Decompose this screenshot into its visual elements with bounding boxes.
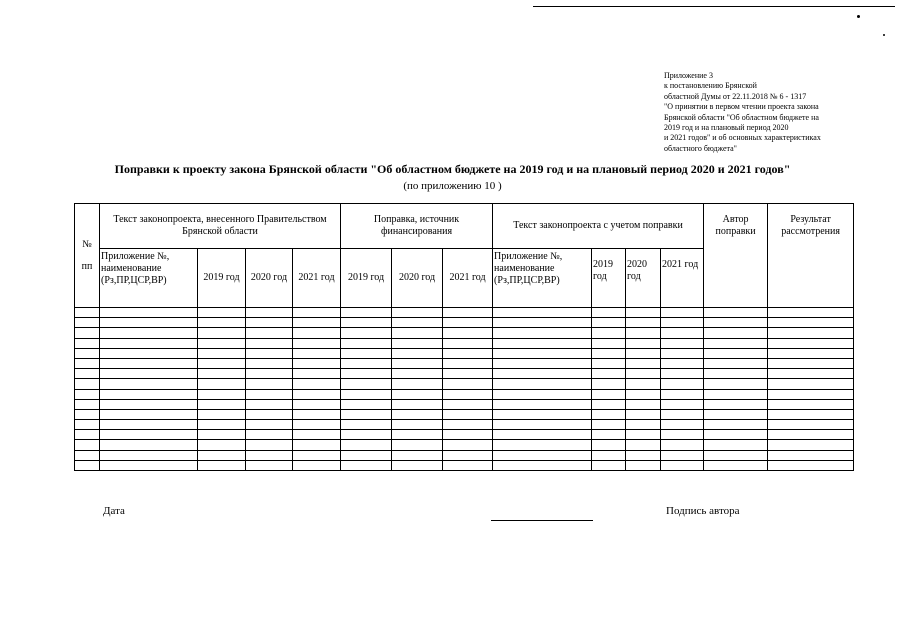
table-row — [75, 440, 854, 450]
table-cell — [493, 420, 592, 430]
table-cell — [392, 430, 443, 440]
table-cell — [704, 348, 768, 358]
table-cell — [493, 460, 592, 470]
table-cell — [704, 430, 768, 440]
table-cell — [626, 308, 661, 318]
table-cell — [768, 430, 854, 440]
table-cell — [198, 389, 246, 399]
table-cell — [246, 338, 293, 348]
table-cell — [75, 450, 100, 460]
subheader-2021: 2021 год — [661, 249, 704, 308]
table-cell — [768, 308, 854, 318]
table-row — [75, 389, 854, 399]
table-cell — [341, 338, 392, 348]
table-cell — [246, 369, 293, 379]
table-cell — [293, 348, 341, 358]
subheader-2019: 2019 год — [341, 249, 392, 308]
table-cell — [626, 348, 661, 358]
table-cell — [443, 430, 493, 440]
table-cell — [293, 338, 341, 348]
table-cell — [341, 440, 392, 450]
table-cell — [493, 440, 592, 450]
table-cell — [392, 460, 443, 470]
table-cell — [293, 430, 341, 440]
table-cell — [198, 420, 246, 430]
table-cell — [443, 420, 493, 430]
table-cell — [493, 338, 592, 348]
table-cell — [341, 308, 392, 318]
table-cell — [626, 369, 661, 379]
table-cell — [493, 348, 592, 358]
table-cell — [75, 460, 100, 470]
header-text-with-amendment: Текст законопроекта с учетом поправки — [493, 204, 704, 249]
table-cell — [661, 420, 704, 430]
table-cell — [661, 399, 704, 409]
subheader-2019: 2019 год — [592, 249, 626, 308]
table-cell — [341, 369, 392, 379]
appendix-line: "О принятии в первом чтении проекта закона — [664, 102, 819, 112]
table-cell — [341, 420, 392, 430]
table-cell — [293, 369, 341, 379]
table-row — [75, 338, 854, 348]
table-cell — [443, 338, 493, 348]
table-cell — [704, 420, 768, 430]
table-cell — [75, 338, 100, 348]
table-cell — [392, 440, 443, 450]
table-cell — [100, 399, 198, 409]
table-cell — [100, 450, 198, 460]
table-cell — [768, 348, 854, 358]
subheader-2020: 2020 год — [246, 249, 293, 308]
table-cell — [768, 460, 854, 470]
table-cell — [75, 348, 100, 358]
table-cell — [341, 409, 392, 419]
table-cell — [626, 409, 661, 419]
table-cell — [392, 328, 443, 338]
table-cell — [661, 338, 704, 348]
table-cell — [493, 389, 592, 399]
table-cell — [704, 460, 768, 470]
table-cell — [443, 450, 493, 460]
table-row — [75, 328, 854, 338]
table-cell — [246, 348, 293, 358]
table-cell — [704, 318, 768, 328]
table-cell — [198, 318, 246, 328]
table-cell — [592, 430, 626, 440]
appendix-line: Брянской области "Об областном бюджете на — [664, 112, 819, 122]
appendix-line: 2019 год и на плановый период 2020 — [664, 123, 789, 133]
table-cell — [100, 430, 198, 440]
table-cell — [592, 328, 626, 338]
table-cell — [293, 328, 341, 338]
table-cell — [246, 328, 293, 338]
table-cell — [246, 318, 293, 328]
table-cell — [592, 460, 626, 470]
table-cell — [198, 379, 246, 389]
table-cell — [198, 348, 246, 358]
appendix-note — [664, 71, 894, 154]
table-cell — [293, 379, 341, 389]
header-number-top: № — [82, 238, 92, 250]
table-row — [75, 348, 854, 358]
table-cell — [392, 420, 443, 430]
table-cell — [443, 358, 493, 368]
table-cell — [392, 318, 443, 328]
table-cell — [768, 358, 854, 368]
table-cell — [341, 389, 392, 399]
amendments-table — [74, 203, 854, 471]
table-cell — [493, 358, 592, 368]
table-cell — [198, 409, 246, 419]
table-cell — [198, 308, 246, 318]
table-cell — [392, 450, 443, 460]
table-cell — [661, 348, 704, 358]
table-cell — [493, 409, 592, 419]
table-cell — [592, 450, 626, 460]
table-cell — [768, 328, 854, 338]
table-cell — [246, 450, 293, 460]
table-cell — [198, 440, 246, 450]
table-cell — [592, 338, 626, 348]
table-cell — [198, 460, 246, 470]
table-cell — [198, 338, 246, 348]
subheader-2020: 2020 год — [626, 249, 661, 308]
table-cell — [626, 389, 661, 399]
table-cell — [392, 399, 443, 409]
table-cell — [768, 338, 854, 348]
table-cell — [198, 399, 246, 409]
table-cell — [293, 450, 341, 460]
table-cell — [341, 430, 392, 440]
table-cell — [661, 389, 704, 399]
table-cell — [768, 318, 854, 328]
appendix-line: областного бюджета" — [664, 143, 737, 153]
table-cell — [704, 338, 768, 348]
table-cell — [75, 358, 100, 368]
table-cell — [246, 440, 293, 450]
table-cell — [100, 318, 198, 328]
table-cell — [704, 389, 768, 399]
table-cell — [100, 358, 198, 368]
table-cell — [592, 348, 626, 358]
table-cell — [75, 440, 100, 450]
appendix-line: Приложение 3 — [664, 71, 713, 80]
table-cell — [246, 420, 293, 430]
table-cell — [246, 358, 293, 368]
table-cell — [626, 379, 661, 389]
table-cell — [100, 389, 198, 399]
table-cell — [75, 379, 100, 389]
table-cell — [768, 399, 854, 409]
table-cell — [341, 460, 392, 470]
table-row — [75, 308, 854, 318]
table-body — [75, 308, 854, 471]
header-number-bottom: пп — [81, 260, 93, 272]
table-cell — [443, 440, 493, 450]
table-cell — [75, 389, 100, 399]
table-cell — [661, 308, 704, 318]
header-author: Автор поправки — [704, 204, 768, 308]
table-cell — [246, 389, 293, 399]
table-cell — [198, 430, 246, 440]
table-cell — [100, 420, 198, 430]
date-label: Дата — [103, 505, 125, 517]
table-cell — [704, 399, 768, 409]
table-cell — [443, 460, 493, 470]
table-cell — [704, 409, 768, 419]
table-cell — [100, 328, 198, 338]
header-original-text: Текст законопроекта, внесенного Правительством Брянской области — [100, 204, 341, 249]
table-cell — [443, 379, 493, 389]
subheader-2021: 2021 год — [293, 249, 341, 308]
table-cell — [768, 389, 854, 399]
table-cell — [626, 430, 661, 440]
table-cell — [626, 338, 661, 348]
table-cell — [592, 389, 626, 399]
table-row — [75, 430, 854, 440]
table-cell — [392, 379, 443, 389]
table-cell — [293, 389, 341, 399]
subheader-2019: 2019 год — [198, 249, 246, 308]
table-row — [75, 379, 854, 389]
subheader-appendix: Приложение №, наименование (Рз,ПР,ЦСР,ВР) — [100, 249, 198, 308]
table-row — [75, 369, 854, 379]
signature-label: Подпись автора — [666, 505, 740, 517]
table-cell — [704, 450, 768, 460]
table-cell — [246, 430, 293, 440]
table-cell — [341, 379, 392, 389]
table-cell — [100, 409, 198, 419]
table-cell — [704, 358, 768, 368]
table-cell — [392, 348, 443, 358]
table-cell — [626, 420, 661, 430]
table-cell — [341, 348, 392, 358]
table-cell — [198, 369, 246, 379]
table-cell — [75, 430, 100, 440]
table-cell — [341, 358, 392, 368]
table-cell — [592, 420, 626, 430]
table-cell — [293, 308, 341, 318]
table-cell — [392, 308, 443, 318]
table-cell — [341, 399, 392, 409]
table-cell — [392, 389, 443, 399]
table-cell — [592, 409, 626, 419]
table-cell — [592, 440, 626, 450]
table-cell — [246, 409, 293, 419]
table-cell — [493, 328, 592, 338]
table-row — [75, 358, 854, 368]
table-cell — [293, 420, 341, 430]
table-cell — [341, 328, 392, 338]
table-cell — [592, 369, 626, 379]
table-cell — [626, 440, 661, 450]
table-cell — [493, 379, 592, 389]
table-row — [75, 409, 854, 419]
table-cell — [198, 328, 246, 338]
table-cell — [493, 399, 592, 409]
table-cell — [443, 399, 493, 409]
table-cell — [293, 460, 341, 470]
table-cell — [493, 308, 592, 318]
subheader-appendix: Приложение №, наименование (Рз,ПР,ЦСР,ВР) — [493, 249, 592, 308]
table-cell — [198, 358, 246, 368]
table-cell — [392, 369, 443, 379]
table-cell — [293, 318, 341, 328]
table-cell — [704, 369, 768, 379]
table-cell — [341, 318, 392, 328]
table-cell — [100, 379, 198, 389]
table-cell — [246, 460, 293, 470]
table-row — [75, 450, 854, 460]
table-cell — [661, 409, 704, 419]
table-cell — [592, 308, 626, 318]
document-subtitle: (по приложению 10 ) — [403, 180, 502, 192]
table-cell — [704, 440, 768, 450]
table-cell — [592, 318, 626, 328]
signature-line — [491, 520, 593, 521]
appendix-line: и 2021 годов" и об основных характеристиках — [664, 133, 821, 143]
table-cell — [443, 328, 493, 338]
document-title: Поправки к проекту закона Брянской области "Об областном бюджете на 2019 год и на плановый период 2020 и 2021 годов" — [114, 162, 791, 176]
header-number — [75, 204, 100, 308]
subheader-2021: 2021 год — [443, 249, 493, 308]
table-cell — [592, 358, 626, 368]
table-cell — [293, 409, 341, 419]
appendix-line: областной Думы от 22.11.2018 № 6 - 1317 — [664, 91, 807, 101]
table-cell — [293, 358, 341, 368]
table-cell — [75, 420, 100, 430]
table-cell — [341, 450, 392, 460]
table-cell — [293, 399, 341, 409]
table-row — [75, 420, 854, 430]
appendix-line: к постановлению Брянской — [664, 81, 757, 91]
table-row — [75, 460, 854, 470]
table-cell — [626, 328, 661, 338]
header-result: Результат рассмотрения — [768, 204, 854, 308]
subheader-2020: 2020 год — [392, 249, 443, 308]
table-cell — [246, 379, 293, 389]
table-cell — [661, 328, 704, 338]
table-cell — [100, 308, 198, 318]
table-cell — [443, 318, 493, 328]
table-cell — [704, 379, 768, 389]
table-cell — [592, 379, 626, 389]
table-cell — [100, 338, 198, 348]
table-cell — [661, 369, 704, 379]
table-cell — [75, 409, 100, 419]
table-cell — [661, 460, 704, 470]
table-cell — [768, 369, 854, 379]
table-cell — [661, 318, 704, 328]
scan-speck — [857, 15, 860, 18]
table-cell — [626, 318, 661, 328]
table-cell — [75, 369, 100, 379]
table-cell — [768, 409, 854, 419]
table-cell — [75, 399, 100, 409]
table-cell — [493, 430, 592, 440]
table-cell — [661, 450, 704, 460]
table-cell — [626, 460, 661, 470]
header-amendment: Поправка, источник финансирования — [341, 204, 493, 249]
table-cell — [392, 358, 443, 368]
table-cell — [246, 399, 293, 409]
table-cell — [768, 440, 854, 450]
table-cell — [100, 440, 198, 450]
table-cell — [626, 358, 661, 368]
table-cell — [100, 460, 198, 470]
table-cell — [493, 450, 592, 460]
scan-top-rule — [533, 6, 895, 7]
table-cell — [768, 379, 854, 389]
table-cell — [443, 389, 493, 399]
table-cell — [626, 399, 661, 409]
table-cell — [443, 308, 493, 318]
table-cell — [443, 369, 493, 379]
table-row — [75, 318, 854, 328]
table-cell — [392, 338, 443, 348]
table-cell — [592, 399, 626, 409]
table-cell — [493, 369, 592, 379]
table-cell — [443, 348, 493, 358]
table-cell — [661, 358, 704, 368]
table-cell — [626, 450, 661, 460]
table-cell — [443, 409, 493, 419]
table-cell — [493, 318, 592, 328]
table-cell — [100, 348, 198, 358]
table-cell — [198, 450, 246, 460]
table-cell — [768, 420, 854, 430]
table-cell — [293, 440, 341, 450]
table-cell — [246, 308, 293, 318]
table-cell — [75, 318, 100, 328]
scan-speck — [883, 34, 885, 36]
table-cell — [392, 409, 443, 419]
table-row — [75, 399, 854, 409]
table-cell — [661, 430, 704, 440]
table-cell — [704, 308, 768, 318]
table-cell — [704, 328, 768, 338]
table-cell — [661, 440, 704, 450]
table-cell — [661, 379, 704, 389]
table-cell — [75, 328, 100, 338]
table-cell — [768, 450, 854, 460]
table-cell — [100, 369, 198, 379]
table-cell — [75, 308, 100, 318]
table-header-row — [75, 204, 854, 249]
